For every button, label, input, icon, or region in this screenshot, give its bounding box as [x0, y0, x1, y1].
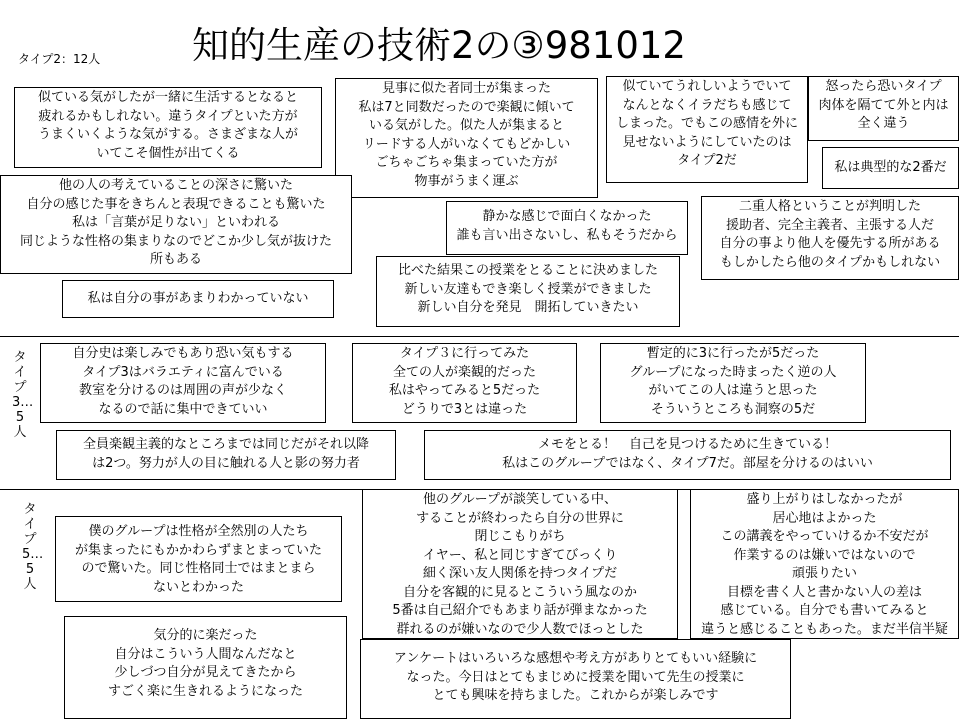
note-line: が集まったにもかかわらずまとまっていた: [74, 542, 322, 558]
note-line: 怒ったら恐いタイプ: [825, 79, 942, 94]
note-card: [62, 280, 334, 318]
note-card: [446, 201, 688, 255]
note-card: [64, 616, 347, 719]
note-card: [360, 639, 791, 719]
note-line: 自分史は楽しみでもあり恐い気もする: [72, 346, 294, 361]
note-line: 静かな感じで面白くなかった: [482, 209, 652, 224]
note-card: [335, 78, 598, 198]
note-line: そういうところも洞察の5だ: [650, 401, 816, 417]
note-line: 全く違う: [857, 116, 910, 131]
note-line: とても興味を持ちました。これからが楽しみです: [432, 688, 719, 703]
note-line: 僕のグループは性格が全然別の人たち: [88, 524, 309, 539]
note-line: 援助者、完全主義者、主張する人だ: [725, 217, 934, 233]
note-line: 似ている気がしたが一緒に生活するとなると: [37, 90, 298, 105]
note-card: [0, 175, 352, 274]
note-line: いる気がした。似た人が集まると: [368, 118, 564, 133]
note-line: 居心地はよかった: [772, 510, 877, 526]
note-line: 5番は自己紹介でもあまり話が弾まなかった: [392, 603, 648, 618]
note-line: ごちゃごちゃ集まっていた方が: [375, 155, 558, 170]
note-line: 閉じこもりがち: [474, 529, 566, 544]
note-line: 私は自分の事があまりわかっていない: [87, 291, 309, 306]
note-line: がいてこの人は違うと思った: [648, 383, 818, 398]
note-line: 目標を書く人と書かない人の差は: [726, 584, 922, 600]
group-label-type5: タイプ5…5人: [22, 502, 44, 592]
note-card: [808, 76, 959, 141]
note-line: 暫定的に3に行ったが5だった: [646, 346, 820, 361]
note-line: 自分を客観的に見るとこういう風なのか: [402, 584, 637, 600]
note-line: もしかしたら他のタイプかもしれない: [719, 254, 941, 270]
note-line: 作業するのは嫌いではないので: [733, 547, 916, 563]
note-line: タイプ3はバラエティに富んでいる: [82, 364, 284, 380]
note-line: グループになった時まったく逆の人: [629, 364, 837, 380]
note-line: 似ていてうれしいようでいて: [622, 79, 792, 94]
note-line: 私は7と同数だったので楽観に傾いて: [358, 99, 575, 115]
note-line: しまった。でもこの感情を外に: [615, 116, 798, 131]
note-line: タイプ３に行ってみた: [399, 346, 530, 361]
note-card: [14, 87, 322, 168]
note-line: すごく楽に生きれるようになった: [107, 683, 303, 699]
note-card: [56, 430, 396, 480]
note-line: この講義をやっていけるか不安だが: [720, 529, 929, 544]
note-line: なんとなくイラだちも感じて: [622, 97, 792, 113]
note-card: [352, 343, 577, 423]
note-line: 他の人の考えていることの深さに驚いた: [58, 178, 293, 193]
note-line: 比べた結果この授業をとることに決めました: [397, 263, 658, 278]
note-line: なった。今日はとてもまじめに授業を聞いて先生の授業に: [406, 669, 745, 685]
note-line: 群れるのが嫌いなので少人数でほっとした: [396, 621, 644, 637]
note-line: イヤー、私と同じすぎてびっくり: [422, 547, 618, 563]
note-line: 二重人格ということが判明した: [738, 199, 921, 214]
note-line: 私はやってみると5だった: [388, 383, 541, 398]
note-line: 気分的に楽だった: [153, 628, 258, 643]
note-line: リードする人がいなくてもどかしい: [362, 136, 571, 152]
note-line: メモをとる！ 自己を見つけるために生きている！: [537, 437, 837, 452]
note-card: [600, 343, 866, 423]
note-card: [376, 256, 680, 327]
page-title: 知的生産の技術2の③981012: [192, 24, 686, 67]
note-line: ので驚いた。同じ性格同士ではまとまら: [81, 561, 316, 576]
note-card: [40, 343, 326, 423]
note-line: 肉体を隔てて外と内は: [818, 97, 949, 113]
note-line: 教室を分けるのは周囲の声が少なく: [78, 383, 287, 398]
note-line: 見事に似た者同士が集まった: [381, 81, 551, 96]
note-line: 他のグループが談笑している中、: [423, 492, 617, 507]
note-line: 自分はこういう人間なんだなと: [114, 646, 297, 662]
note-line: いてこそ個性が出てくる: [96, 145, 240, 161]
note-line: 見せないようにしていたのは: [622, 134, 792, 150]
note-line: 所もある: [149, 252, 202, 267]
note-line: 疲れるかもしれない。違うタイプといた方が: [38, 108, 298, 124]
note-line: 私はこのグループではなく、タイプ7だ。部屋を分けるのはいい: [502, 455, 873, 471]
note-line: どうりで3とは違った: [401, 401, 528, 417]
note-card: [55, 516, 342, 602]
note-line: 新しい自分を発見 開拓していきたい: [417, 300, 639, 315]
note-line: 私は典型的な2番だ: [834, 160, 947, 175]
note-line: 同じような性格の集まりなのでどこか少し気が抜けた: [19, 233, 332, 249]
note-line: することが終わったら自分の世界に: [416, 510, 624, 526]
note-line: 頑張りたい: [791, 566, 857, 581]
note-line: 感じている。自分でも書いてみると: [720, 603, 929, 618]
note-card: [690, 489, 959, 639]
note-line: は2つ。努力が人の目に触れる人と影の努力者: [92, 455, 360, 471]
note-card: [701, 196, 959, 280]
note-line: 細く深い友人関係を持つタイプだ: [422, 566, 618, 581]
section-divider-type3: [0, 336, 959, 337]
group-label-type2: タイプ2：12人: [18, 52, 101, 66]
note-line: 新しい友達もでき楽しく授業ができました: [404, 281, 652, 297]
note-card: [424, 430, 951, 480]
note-line: なるので話に集中できていい: [98, 401, 268, 417]
note-card: [362, 489, 678, 639]
note-line: 全ての人が楽観的だった: [392, 364, 536, 380]
note-line: 少しづつ自分が見えてきたから: [114, 665, 297, 680]
note-line: 私は「言葉が足りない」といわれる: [71, 215, 280, 230]
note-line: うまくいくような気がする。さまざまな人が: [37, 127, 298, 142]
note-line: 自分の感じた事をきちんと表現できることも驚いた: [26, 196, 326, 212]
note-line: 誰も言い出さないし、私もそうだから: [456, 227, 678, 243]
note-line: 盛り上がりはしなかったが: [746, 492, 903, 507]
note-line: 全員楽観主義的なところまでは同じだがそれ以降: [82, 437, 369, 452]
note-line: アンケートはいろいろな感想や考え方がありとてもいい経験に: [393, 651, 758, 666]
note-card: [822, 147, 959, 189]
note-line: 自分の事より他人を優先する所がある: [719, 236, 941, 251]
note-line: 違うと感じることもあった。まだ半信半疑: [701, 621, 948, 637]
note-line: タイプ2だ: [677, 153, 737, 168]
note-line: ないとわかった: [152, 579, 244, 595]
note-line: 物事がうまく運ぶ: [414, 173, 519, 189]
note-card: [606, 76, 808, 183]
group-label-type3: タイプ3…5人: [12, 350, 34, 440]
